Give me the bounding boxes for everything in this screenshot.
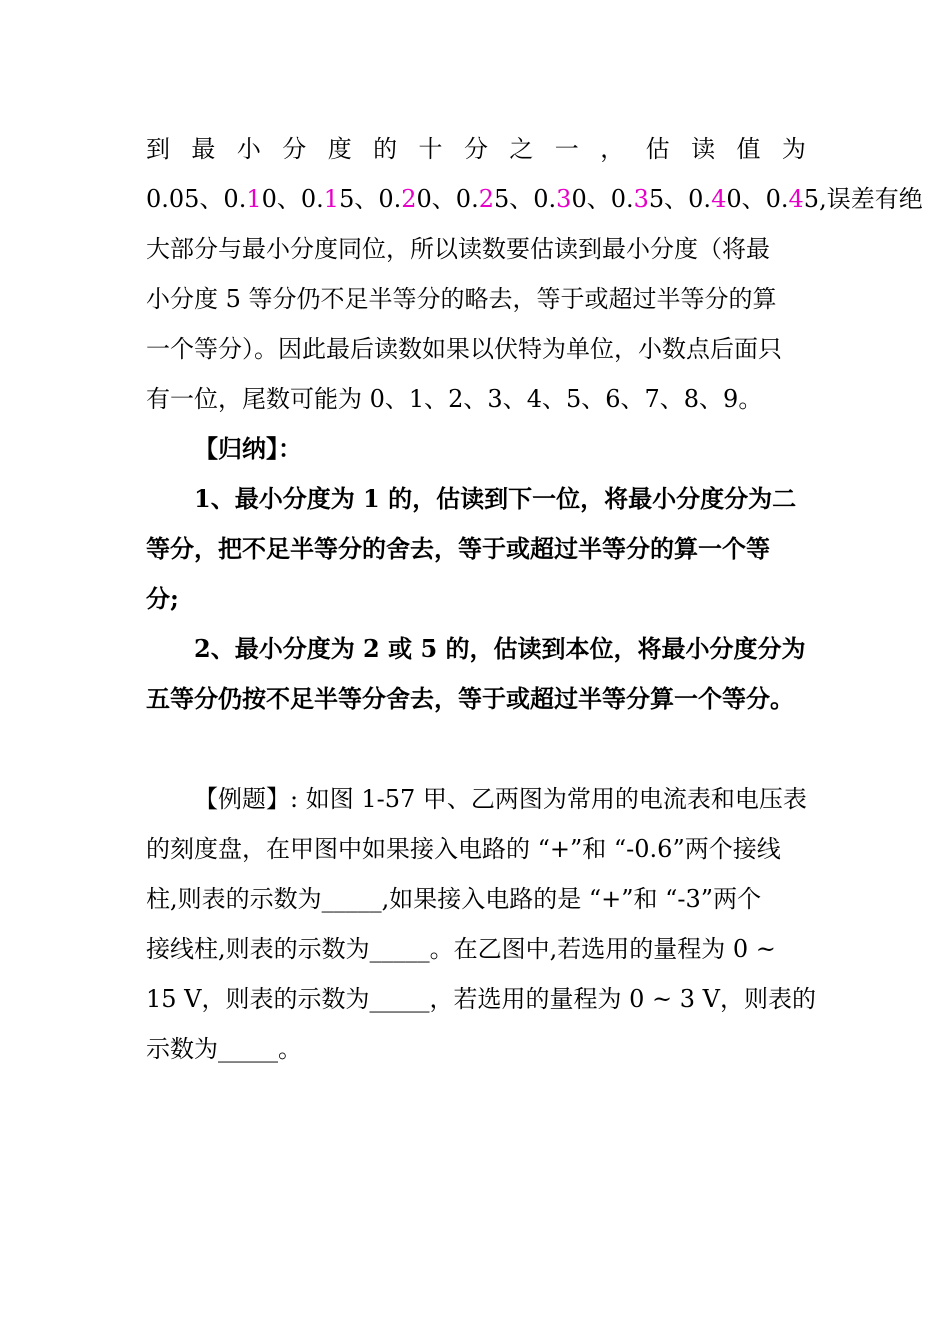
paragraph-char: 之 [509, 135, 534, 163]
paragraph-char: 读 [691, 135, 716, 163]
example-line: 示数为_____。 [146, 1035, 302, 1063]
paragraph-line: 大部分与最小分度同位，所以读数要估读到最小分度（将最 [146, 235, 770, 263]
text-segment: 5、0. [339, 185, 402, 213]
highlighted-digit: 2 [478, 185, 494, 213]
text-segment: 5,误差有绝 [803, 185, 923, 213]
paragraph-line: 有一位，尾数可能为 0、1、2、3、4、5、6、7、8、9。 [146, 385, 763, 413]
highlighted-digit: 4 [788, 185, 804, 213]
text-segment: 0、0. [261, 185, 324, 213]
paragraph-line [146, 132, 806, 166]
paragraph-char: 小 [236, 135, 261, 163]
highlighted-digit: 3 [556, 185, 572, 213]
example-line: 的刻度盘，在甲图中如果接入电路的 “+”和 “-0.6”两个接线 [146, 835, 781, 863]
highlighted-digit: 3 [633, 185, 649, 213]
rule-line: 2、最小分度为 2 或 5 的，估读到本位，将最小分度分为 [194, 634, 806, 663]
paragraph-char: 度 [327, 135, 352, 163]
text-segment: 0、0. [571, 185, 634, 213]
paragraph-line [146, 182, 923, 216]
paragraph-char: 值 [736, 135, 761, 163]
paragraph-line: 小分度 5 等分仍不足半等分的略去，等于或超过半等分的算 [146, 285, 777, 313]
paragraph-char: 到 [146, 135, 170, 163]
rule-line: 等分，把不足半等分的舍去，等于或超过半等分的算一个等 [146, 534, 770, 563]
paragraph-char: 为 [781, 135, 806, 163]
highlighted-digit: 2 [401, 185, 417, 213]
example-line: 柱,则表的示数为_____,如果接入电路的是 “+”和 “-3”两个 [146, 885, 762, 913]
highlighted-digit: 4 [711, 185, 727, 213]
rule-line: 分; [146, 584, 179, 613]
paragraph-char: 分 [463, 135, 488, 163]
example-line: 15 V，则表的示数为_____，若选用的量程为 0 ~ 3 V，则表的 [146, 985, 816, 1013]
paragraph-char: 的 [373, 135, 398, 163]
paragraph-char: 最 [191, 135, 216, 163]
highlighted-digit: 1 [323, 185, 340, 213]
paragraph-char: 估 [645, 135, 670, 163]
rule-line: 1、最小分度为 1 的，估读到下一位，将最小分度分为二 [194, 484, 797, 513]
paragraph-char: ， [600, 135, 625, 163]
paragraph-line: 一个等分）。因此最后读数如果以伏特为单位，小数点后面只 [146, 335, 782, 363]
example-line: 接线柱,则表的示数为_____。在乙图中,若选用的量程为 0 ~ [146, 935, 776, 963]
rule-line: 五等分仍按不足半等分舍去，等于或超过半等分算一个等分。 [146, 684, 794, 713]
text-segment: 0、0. [726, 185, 789, 213]
highlighted-digit: 1 [246, 185, 262, 213]
text-segment: 5、0. [493, 185, 557, 213]
summary-heading: 【归纳】： [194, 434, 302, 463]
paragraph-char: 十 [418, 135, 443, 163]
example-line: 【例题】: 如图 1-57 甲、乙两图为常用的电流表和电压表 [194, 785, 807, 813]
paragraph-char: 分 [282, 135, 307, 163]
text-segment: 0.05、0. [146, 185, 247, 213]
text-segment: 5、0. [648, 185, 712, 213]
paragraph-char: 一 [554, 135, 579, 163]
text-segment: 0、0. [416, 185, 479, 213]
